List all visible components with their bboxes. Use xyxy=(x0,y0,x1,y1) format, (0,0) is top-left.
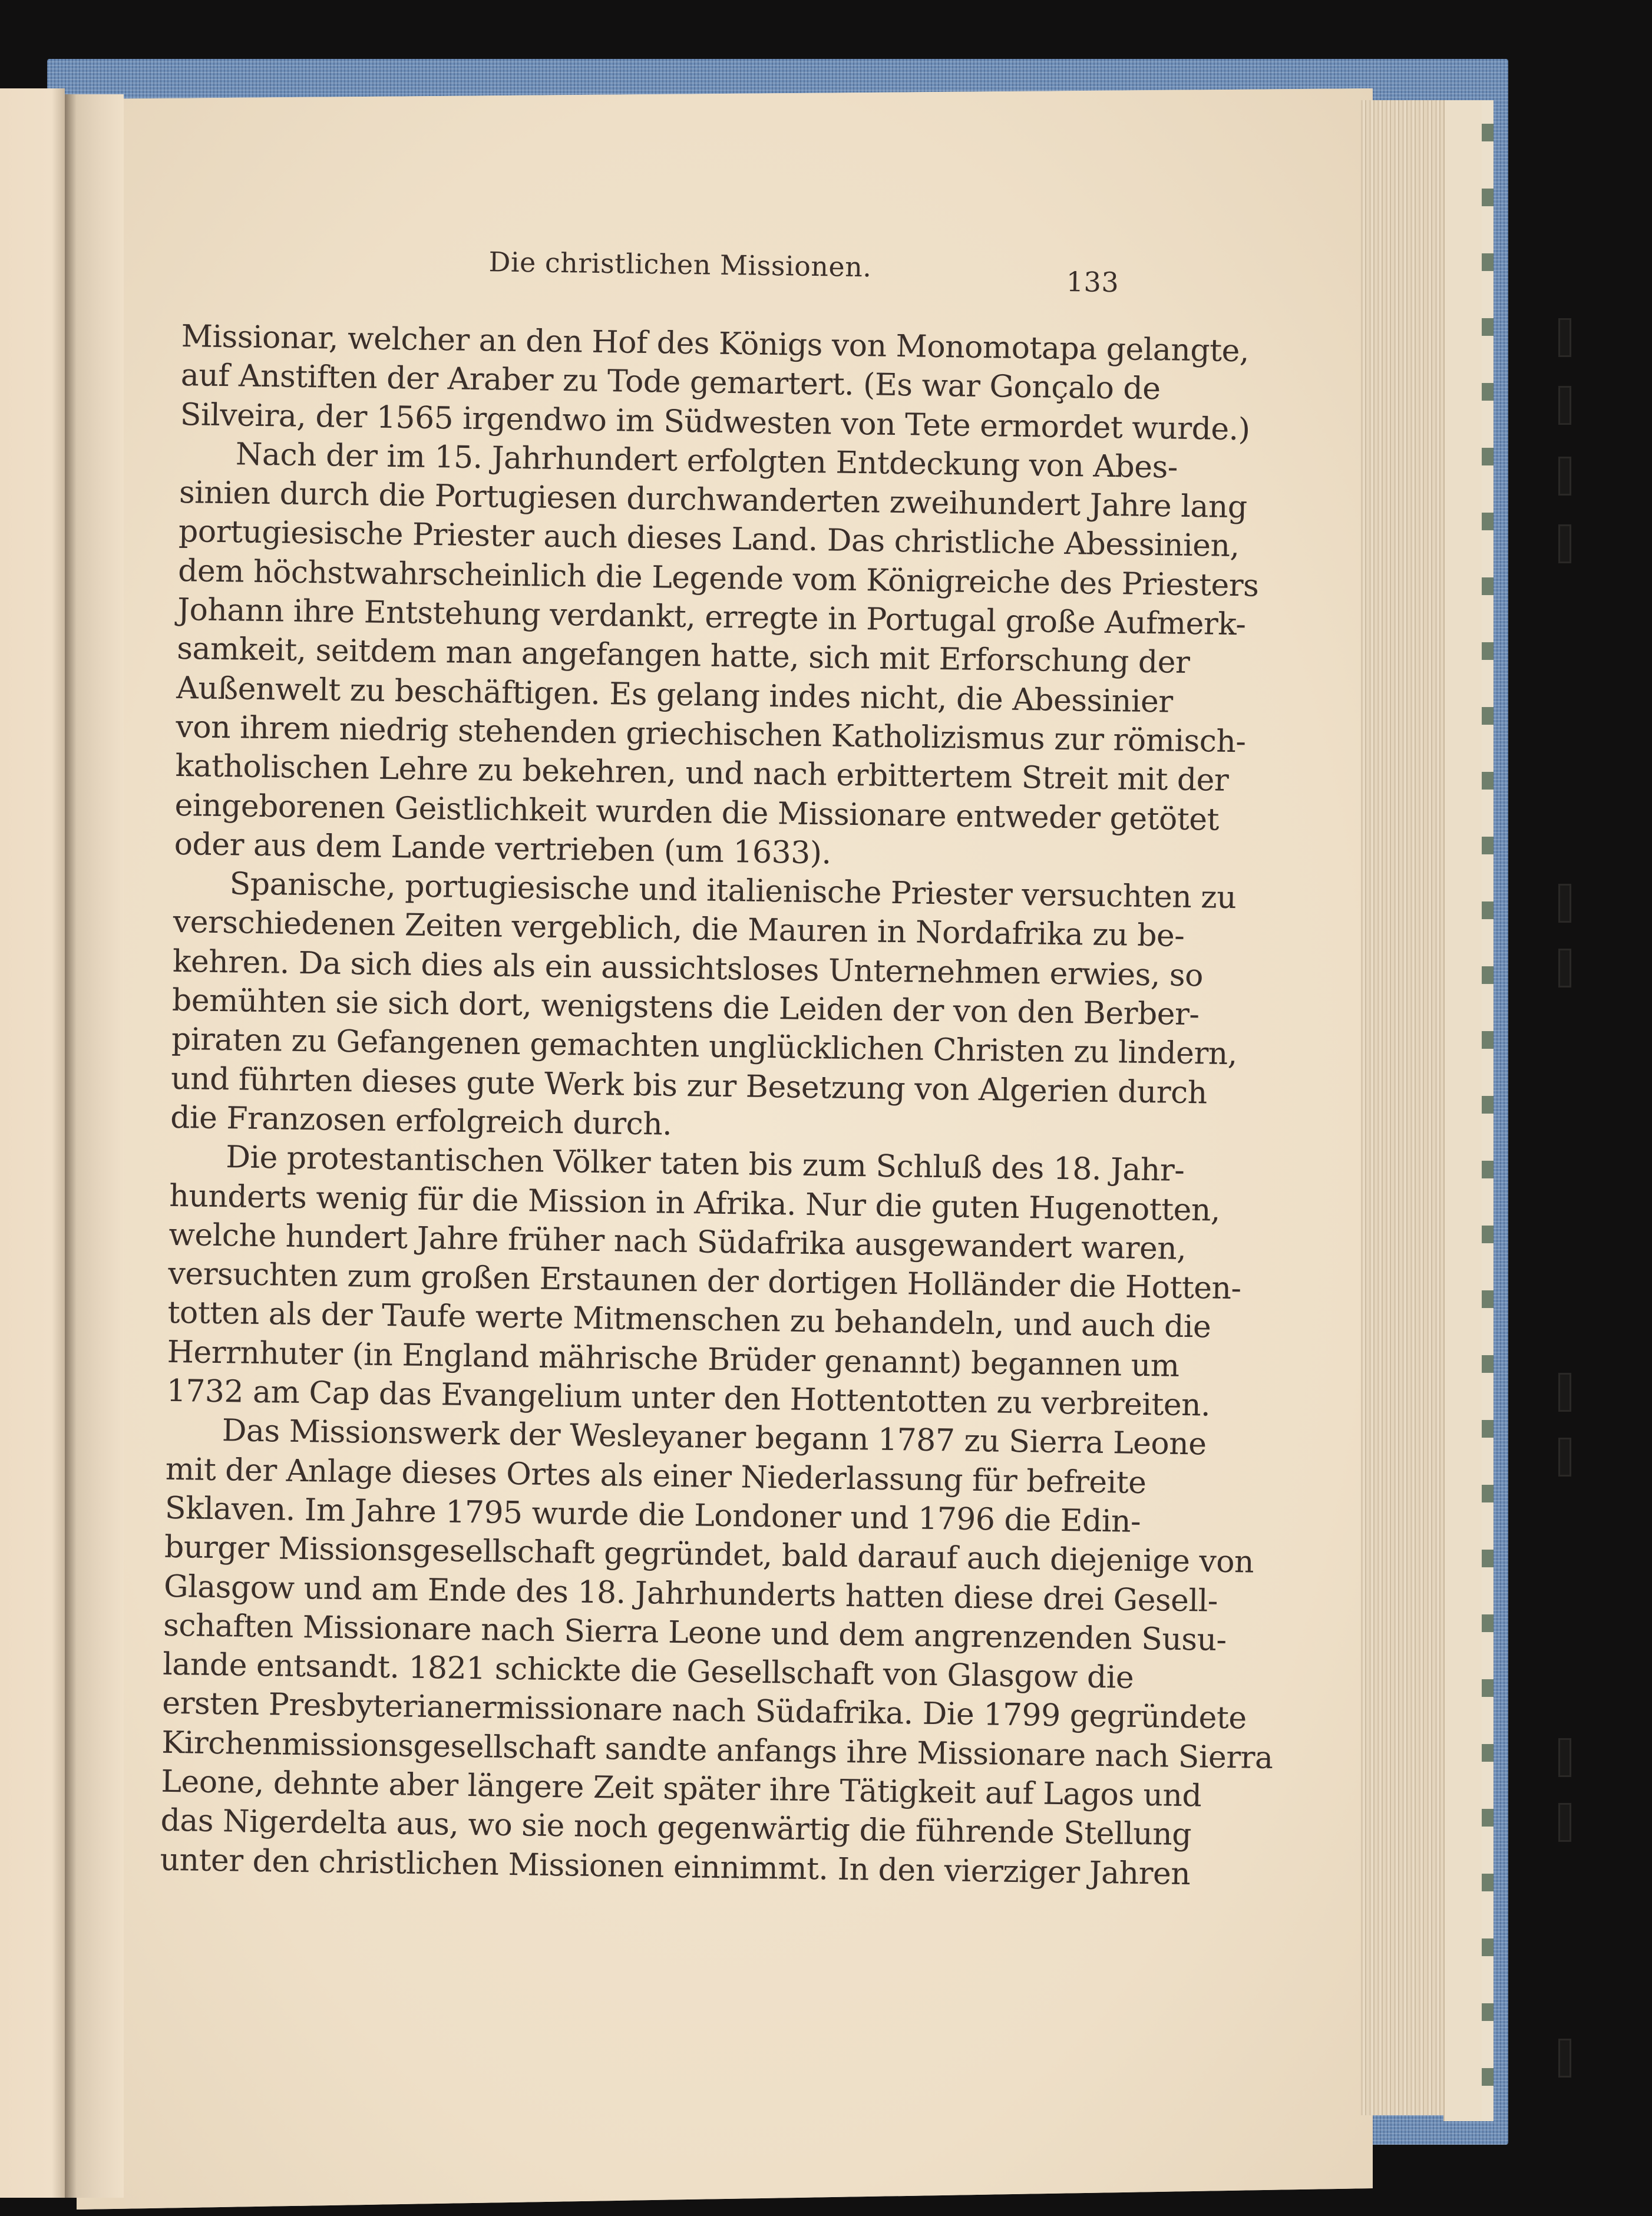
text-line: oder aus dem Lande vertrieben (um 1633). xyxy=(174,826,832,871)
paragraph xyxy=(160,1411,1273,1893)
text-line: piraten zu Gefangenen gemachten unglücklichen Christen zu lindern, xyxy=(171,1022,1238,1072)
text-line: mit der Anlage dieses Ortes als einer Niederlassung für befreite xyxy=(165,1451,1147,1501)
page-text-block xyxy=(160,242,1273,1893)
text-line: katholischen Lehre zu bekehren, und nach erbittertem Streit mit der xyxy=(175,748,1229,799)
text-line: bemühten sie sich dort, wenigstens die Leiden der von den Berber- xyxy=(171,982,1200,1033)
text-line: Außenwelt zu beschäftigen. Es gelang indes nicht, die Abessinier xyxy=(176,670,1174,720)
running-head-title: Die christlichen Missionen. xyxy=(488,246,872,283)
binding-mark xyxy=(1558,884,1571,923)
text-line: Johann ihre Entstehung verdankt, erregte in Portugal große Aufmerk- xyxy=(177,592,1246,643)
text-line: lande entsandt. 1821 schickte die Gesellschaft von Glasgow die xyxy=(162,1646,1134,1696)
text-line: auf Anstiften der Araber zu Tode gemartert. (Es war Gonçalo de xyxy=(180,358,1161,407)
binding-mark xyxy=(1558,949,1571,988)
text-line: hunderts wenig für die Mission in Afrika. Nur die guten Hugenotten, xyxy=(168,1178,1221,1228)
paragraph xyxy=(170,864,1238,1150)
binding-mark xyxy=(1558,457,1571,496)
text-line: kehren. Da sich dies als ein aussichtsloses Unternehmen erwies, so xyxy=(172,943,1204,994)
paragraph xyxy=(166,1137,1242,1424)
binding-mark xyxy=(1558,1373,1571,1412)
text-line: Nach der im 15. Jahrhundert erfolgten Entdeckung von Abes- xyxy=(235,437,1178,486)
page-gutter-shadow xyxy=(65,94,124,2198)
text-line: Herrnhuter (in England mährische Brüder genannt) begannen um xyxy=(167,1334,1179,1384)
text-line: Silveira, der 1565 irgendwo im Südwesten von Tete ermordet wurde.) xyxy=(180,397,1250,447)
text-line: Sklaven. Im Jahre 1795 wurde die Londoner und 1796 die Edin- xyxy=(164,1490,1141,1540)
binding-mark xyxy=(1558,524,1571,563)
text-line: schaften Missionare nach Sierra Leone und dem angrenzenden Susu- xyxy=(163,1607,1227,1658)
text-line: Das Missionswerk der Wesleyaner begann 1787 zu Sierra Leone xyxy=(222,1413,1207,1462)
binding-mark xyxy=(1558,318,1571,357)
text-line: totten als der Taufe werte Mitmenschen zu behandeln, und auch die xyxy=(167,1295,1211,1345)
text-line: verschiedenen Zeiten vergeblich, die Mauren in Nordafrika zu be- xyxy=(173,904,1185,955)
text-line: Leone, dehnte aber längere Zeit später ihre Tätigkeit auf Lagos und xyxy=(161,1763,1202,1814)
page-number: 133 xyxy=(1066,265,1119,299)
left-page-edge xyxy=(0,88,65,2198)
text-line: samkeit, seitdem man angefangen hatte, sich mit Erforschung der xyxy=(176,631,1190,681)
text-line: Kirchenmissionsgesellschaft sandte anfangs ihre Missionare nach Sierra xyxy=(161,1725,1273,1776)
text-line: 1732 am Cap das Evangelium unter den Hottentotten zu verbreiten. xyxy=(166,1373,1211,1424)
page-edge-stack xyxy=(1361,100,1449,2115)
text-line: eingeborenen Geistlichkeit wurden die Missionare entweder getötet xyxy=(174,787,1220,838)
marbled-endpaper-strip xyxy=(1482,100,1494,2121)
binding-mark xyxy=(1558,1738,1571,1777)
text-line: welche hundert Jahre früher nach Südafrika ausgewandert waren, xyxy=(168,1217,1187,1267)
text-line: sinien durch die Portugiesen durchwanderten zweihundert Jahre lang xyxy=(179,475,1248,526)
endpaper-edge xyxy=(1443,100,1486,2121)
text-line: und führten dieses gute Werk bis zur Besetzung von Algerien durch xyxy=(170,1061,1208,1111)
text-line: Glasgow und am Ende des 18. Jahrhunderts hatten diese drei Gesell- xyxy=(163,1568,1218,1619)
text-line: Die protestantischen Völker taten bis zum Schluß des 18. Jahr- xyxy=(225,1140,1185,1189)
binding-mark xyxy=(1558,386,1571,425)
text-line: burger Missionsgesellschaft gegründet, bald darauf auch diejenige von xyxy=(164,1529,1254,1580)
binding-mark xyxy=(1558,2039,1571,2078)
text-line: von ihrem niedrig stehenden griechischen Katholizismus zur römisch- xyxy=(176,709,1246,760)
text-line: ersten Presbyterianermissionare nach Südafrika. Die 1799 gegründete xyxy=(161,1686,1247,1736)
text-line: dem höchstwahrscheinlich die Legende vom Königreiche des Priesters xyxy=(177,553,1259,604)
text-line: die Franzosen erfolgreich durch. xyxy=(170,1099,672,1142)
paragraph xyxy=(174,434,1259,877)
text-line: Spanische, portugiesische und italienische Priester versuchten zu xyxy=(229,866,1237,916)
paragraph xyxy=(180,317,1250,447)
binding-mark xyxy=(1558,1803,1571,1842)
text-line: unter den christlichen Missionen einnimmt. In den vierziger Jahren xyxy=(160,1842,1191,1892)
binding-mark xyxy=(1558,1438,1571,1477)
text-line: portugiesische Priester auch dieses Land. Das christliche Abessinien, xyxy=(178,514,1240,564)
body-text xyxy=(160,317,1273,1893)
text-line: versuchten zum großen Erstaunen der dortigen Holländer die Hotten- xyxy=(168,1256,1242,1307)
text-line: das Nigerdelta aus, wo sie noch gegenwärtig die führende Stellung xyxy=(160,1803,1192,1853)
text-line: Missionar, welcher an den Hof des Königs von Monomotapa gelangte, xyxy=(181,318,1250,369)
